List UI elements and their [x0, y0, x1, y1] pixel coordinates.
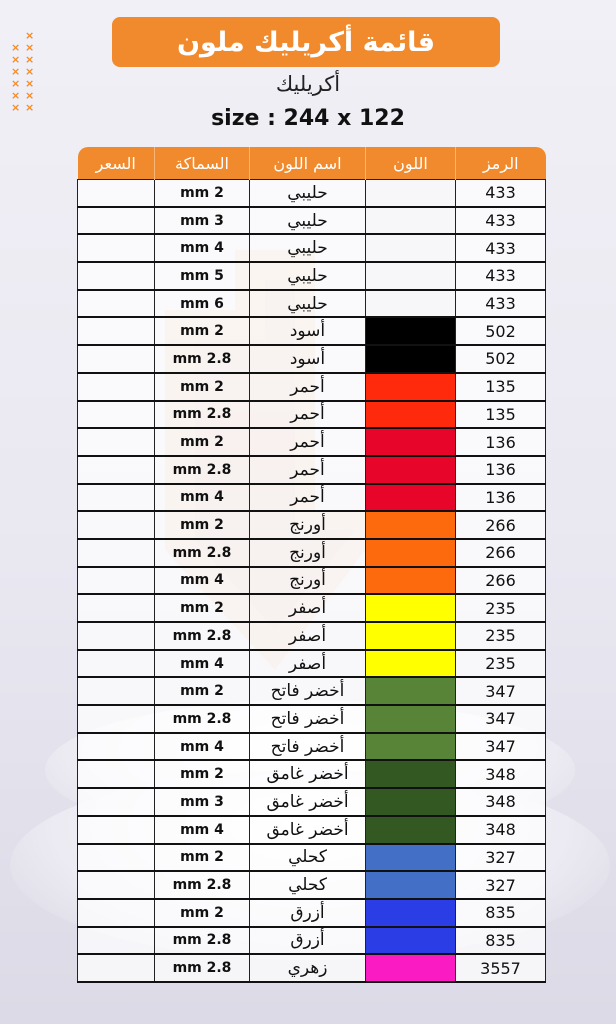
cell-code: 327 [456, 844, 546, 872]
cell-color-name: أخضر فاتح [250, 733, 366, 761]
cell-code: 835 [456, 899, 546, 927]
cell-code: 266 [456, 511, 546, 539]
cell-code: 433 [456, 207, 546, 235]
cell-color-swatch [366, 401, 456, 429]
cell-price [78, 262, 155, 290]
cell-thickness: 3 mm [155, 788, 250, 816]
table-row [78, 207, 546, 235]
cell-thickness: 5 mm [155, 262, 250, 290]
dot-mark: × [25, 41, 35, 54]
cell-color-swatch [366, 705, 456, 733]
table-row [78, 262, 546, 290]
cell-price [78, 622, 155, 650]
cell-code: 136 [456, 428, 546, 456]
cell-price [78, 180, 155, 207]
dot-mark: × [11, 101, 21, 114]
table-row [78, 428, 546, 456]
cell-thickness: 2.8 mm [155, 705, 250, 733]
cell-code: 347 [456, 705, 546, 733]
cell-thickness: 4 mm [155, 234, 250, 262]
cell-code: 3557 [456, 954, 546, 982]
cell-color-name: أسود [250, 345, 366, 373]
table-row [78, 456, 546, 484]
table-row [78, 705, 546, 733]
cell-color-swatch [366, 290, 456, 318]
cell-price [78, 317, 155, 345]
cell-price [78, 484, 155, 512]
table-row [78, 871, 546, 899]
cell-color-name: أخضر فاتح [250, 705, 366, 733]
cell-thickness: 3 mm [155, 207, 250, 235]
cell-price [78, 927, 155, 955]
cell-price [78, 456, 155, 484]
cell-color-name: أخضر غامق [250, 788, 366, 816]
dot-mark: × [11, 41, 21, 54]
cell-price [78, 899, 155, 927]
cell-price [78, 345, 155, 373]
cell-price [78, 954, 155, 982]
cell-color-swatch [366, 428, 456, 456]
cell-price [78, 234, 155, 262]
table-row [78, 345, 546, 373]
dot-mark: × [25, 89, 35, 102]
table-row [78, 677, 546, 705]
dot-mark: × [25, 101, 35, 114]
cell-code: 433 [456, 262, 546, 290]
cell-thickness: 2.8 mm [155, 401, 250, 429]
cell-code: 266 [456, 539, 546, 567]
cell-color-swatch [366, 234, 456, 262]
table-row [78, 317, 546, 345]
cell-price [78, 677, 155, 705]
cell-thickness: 4 mm [155, 484, 250, 512]
header-code: الرمز [456, 147, 546, 180]
cell-color-name: أسود [250, 317, 366, 345]
page-title: قائمة أكريليك ملون [112, 17, 500, 67]
cell-price [78, 511, 155, 539]
cell-price [78, 760, 155, 788]
header-thickness: السماكة [155, 147, 250, 180]
cell-color-swatch [366, 456, 456, 484]
cell-color-name: أورنج [250, 539, 366, 567]
cell-color-name: أخضر غامق [250, 760, 366, 788]
cell-thickness: 4 mm [155, 567, 250, 595]
cell-color-swatch [366, 844, 456, 872]
cell-price [78, 567, 155, 595]
cell-color-swatch [366, 927, 456, 955]
cell-code: 135 [456, 401, 546, 429]
table-row [78, 373, 546, 401]
cell-color-swatch [366, 511, 456, 539]
cell-color-swatch [366, 899, 456, 927]
cell-color-swatch [366, 677, 456, 705]
table-row [78, 788, 546, 816]
dot-mark: × [25, 65, 35, 78]
cell-color-swatch [366, 484, 456, 512]
cell-code: 235 [456, 650, 546, 678]
cell-price [78, 401, 155, 429]
cell-color-name: كحلي [250, 844, 366, 872]
cell-code: 235 [456, 594, 546, 622]
cell-price [78, 871, 155, 899]
cell-color-name: أورنج [250, 567, 366, 595]
cell-color-name: أحمر [250, 456, 366, 484]
cell-price [78, 594, 155, 622]
cell-thickness: 2.8 mm [155, 539, 250, 567]
cell-color-swatch [366, 871, 456, 899]
table-row [78, 622, 546, 650]
cell-color-name: حليبي [250, 290, 366, 318]
cell-color-name: أزرق [250, 927, 366, 955]
cell-color-name: أحمر [250, 428, 366, 456]
cell-color-name: حليبي [250, 207, 366, 235]
cell-color-swatch [366, 345, 456, 373]
cell-color-swatch [366, 567, 456, 595]
cell-price [78, 816, 155, 844]
table-row [78, 484, 546, 512]
cell-color-swatch [366, 622, 456, 650]
cell-color-name: زهري [250, 954, 366, 982]
cell-color-name: أخضر غامق [250, 816, 366, 844]
cell-code: 235 [456, 622, 546, 650]
cell-code: 348 [456, 816, 546, 844]
dot-mark: × [11, 53, 21, 66]
table-row [78, 567, 546, 595]
table-row [78, 511, 546, 539]
cell-color-name: حليبي [250, 180, 366, 207]
cell-code: 266 [456, 567, 546, 595]
cell-thickness: 4 mm [155, 650, 250, 678]
cell-thickness: 6 mm [155, 290, 250, 318]
cell-color-swatch [366, 650, 456, 678]
table-row [78, 733, 546, 761]
dot-mark: × [25, 53, 35, 66]
cell-color-name: أحمر [250, 373, 366, 401]
cell-thickness: 2 mm [155, 511, 250, 539]
cell-color-swatch [366, 760, 456, 788]
header-color: اللون [366, 147, 456, 180]
cell-price [78, 428, 155, 456]
cell-code: 135 [456, 373, 546, 401]
cell-color-name: أحمر [250, 484, 366, 512]
cell-color-swatch [366, 373, 456, 401]
cell-thickness: 2 mm [155, 899, 250, 927]
table-row [78, 180, 546, 207]
table-row [78, 401, 546, 429]
cell-code: 348 [456, 788, 546, 816]
cell-code: 433 [456, 180, 546, 207]
cell-color-swatch [366, 954, 456, 982]
dot-mark: × [25, 77, 35, 90]
cell-color-swatch [366, 733, 456, 761]
table-row [78, 539, 546, 567]
cell-color-name: أصفر [250, 650, 366, 678]
cell-code: 835 [456, 927, 546, 955]
dot-mark: × [25, 29, 35, 42]
cell-price [78, 290, 155, 318]
table-row [78, 816, 546, 844]
cell-color-swatch [366, 207, 456, 235]
cell-thickness: 2 mm [155, 317, 250, 345]
price-table [77, 147, 546, 983]
cell-code: 348 [456, 760, 546, 788]
cell-thickness: 4 mm [155, 816, 250, 844]
cell-color-swatch [366, 317, 456, 345]
cell-price [78, 788, 155, 816]
dot-mark: × [11, 89, 21, 102]
cell-color-name: أزرق [250, 899, 366, 927]
cell-color-name: كحلي [250, 871, 366, 899]
cell-thickness: 2 mm [155, 844, 250, 872]
cell-thickness: 4 mm [155, 733, 250, 761]
cell-code: 136 [456, 456, 546, 484]
cell-color-swatch [366, 180, 456, 207]
dot-mark: × [11, 65, 21, 78]
cell-color-name: أصفر [250, 594, 366, 622]
cell-thickness: 2.8 mm [155, 954, 250, 982]
cell-code: 433 [456, 234, 546, 262]
cell-color-swatch [366, 816, 456, 844]
cell-price [78, 650, 155, 678]
cell-thickness: 2.8 mm [155, 345, 250, 373]
cell-price [78, 733, 155, 761]
table-row [78, 927, 546, 955]
cell-price [78, 207, 155, 235]
cell-thickness: 2 mm [155, 760, 250, 788]
table-row [78, 290, 546, 318]
cell-thickness: 2.8 mm [155, 871, 250, 899]
cell-thickness: 2 mm [155, 677, 250, 705]
cell-price [78, 539, 155, 567]
cell-code: 347 [456, 733, 546, 761]
cell-thickness: 2.8 mm [155, 927, 250, 955]
cell-thickness: 2.8 mm [155, 456, 250, 484]
table-row [78, 650, 546, 678]
table-row [78, 844, 546, 872]
cell-price [78, 373, 155, 401]
table-row [78, 954, 546, 982]
table-row [78, 594, 546, 622]
cell-color-swatch [366, 594, 456, 622]
table-row [78, 899, 546, 927]
cell-color-name: أورنج [250, 511, 366, 539]
header-name: اسم اللون [250, 147, 366, 180]
table-header-row [78, 147, 546, 180]
page-subtitle: أكريليك [275, 72, 341, 96]
cell-thickness: 2.8 mm [155, 622, 250, 650]
cell-color-swatch [366, 539, 456, 567]
cell-thickness: 2 mm [155, 180, 250, 207]
cell-color-name: أحمر [250, 401, 366, 429]
cell-code: 327 [456, 871, 546, 899]
cell-thickness: 2 mm [155, 594, 250, 622]
cell-color-name: حليبي [250, 234, 366, 262]
cell-price [78, 705, 155, 733]
table-row [78, 760, 546, 788]
dot-mark: × [11, 77, 21, 90]
cell-thickness: 2 mm [155, 373, 250, 401]
cell-code: 347 [456, 677, 546, 705]
cell-color-swatch [366, 788, 456, 816]
cell-color-name: أصفر [250, 622, 366, 650]
cell-price [78, 844, 155, 872]
cell-color-name: أخضر فاتح [250, 677, 366, 705]
table-row [78, 234, 546, 262]
header-price: السعر [78, 147, 155, 180]
cell-color-swatch [366, 262, 456, 290]
cell-code: 433 [456, 290, 546, 318]
cell-code: 502 [456, 317, 546, 345]
cell-thickness: 2 mm [155, 428, 250, 456]
cell-color-name: حليبي [250, 262, 366, 290]
cell-code: 502 [456, 345, 546, 373]
sheet-size: size : 244 x 122 [211, 106, 405, 131]
cell-code: 136 [456, 484, 546, 512]
